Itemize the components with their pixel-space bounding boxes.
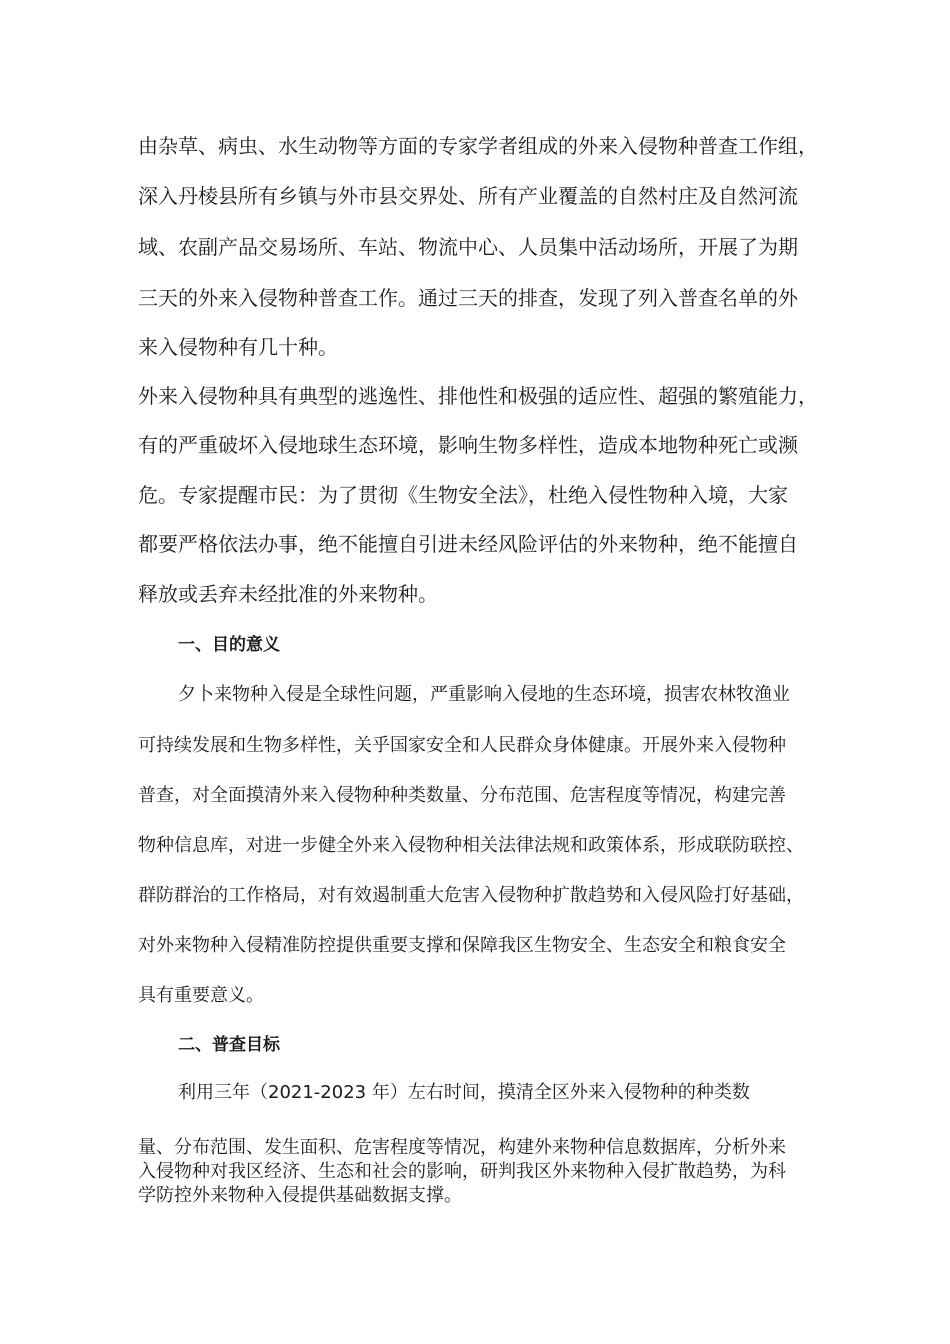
para3-line-4: 物种信息库，对进一步健全外来入侵物种相关法律法规和政策体系，形成联防联控、 bbox=[138, 835, 804, 856]
para3-line-1: 夕卜来物种入侵是全球性问题，严重影响入侵地的生态环境，损害农林牧渔业 bbox=[178, 684, 790, 705]
para3-line-3: 普查，对全面摸清外来入侵物种种类数量、分布范围、危害程度等情况，构建完善 bbox=[138, 785, 786, 806]
para4-line-1: 利用三年（2021-2023 年）左右时间，摸清全区外来入侵物种的种类数 bbox=[178, 1082, 750, 1103]
para2-line-5: 释放或丢弃未经批准的外来物种。 bbox=[138, 582, 438, 606]
para1-line-2: 深入丹棱县所有乡镇与外市县交界处、所有产业覆盖的自然村庄及自然河流 bbox=[138, 184, 798, 208]
para2-line-3: 危。专家提醒市民：为了贯彻《生物安全法》，杜绝入侵性物种入境，大家 bbox=[138, 483, 788, 507]
para2-line-1: 外来入侵物种具有典型的逃逸性、排他性和极强的适应性、超强的繁殖能力， bbox=[138, 384, 818, 408]
para2-line-4: 都要严格依法办事，绝不能擅自引进未经风险评估的外来物种，绝不能擅自 bbox=[138, 532, 798, 556]
para1-line-4: 三天的外来入侵物种普查工作。通过三天的排查，发现了列入普查名单的外 bbox=[138, 286, 798, 310]
para1-line-5: 来入侵物种有几十种。 bbox=[138, 335, 338, 359]
para3-line-5: 群防群治的工作格局，对有效遏制重大危害入侵物种扩散趋势和入侵风险打好基础， bbox=[138, 885, 804, 906]
section2-heading: 二、普查目标 bbox=[178, 1035, 280, 1055]
para1-line-1: 由杂草、病虫、水生动物等方面的专家学者组成的外来入侵物种普查工作组， bbox=[138, 134, 818, 158]
para4-line-2: 量、分布范围、发生面积、危害程度等情况，构建外来物种信息数据库，分析外来 bbox=[138, 1137, 786, 1158]
para1-line-3: 域、农副产品交易场所、车站、物流中心、人员集中活动场所，开展了为期 bbox=[138, 235, 798, 259]
para4-line-4: 学防控外来物种入侵提供基础数据支撑。 bbox=[138, 1185, 462, 1206]
para3-line-2: 可持续发展和生物多样性，关乎国家安全和人民群众身体健康。开展外来入侵物种 bbox=[138, 735, 786, 756]
para4-line-3: 入侵物种对我区经济、生态和社会的影响，研判我区外来物种入侵扩散趋势，为科 bbox=[138, 1161, 786, 1182]
section1-heading: 一、目的意义 bbox=[178, 635, 280, 655]
para3-line-6: 对外来物种入侵精准防控提供重要支撑和保障我区生物安全、生态安全和粮食安全 bbox=[138, 935, 786, 956]
para3-line-7: 具有重要意义。 bbox=[138, 985, 264, 1006]
para2-line-2: 有的严重破坏入侵地球生态环境，影响生物多样性，造成本地物种死亡或濒 bbox=[138, 433, 798, 457]
